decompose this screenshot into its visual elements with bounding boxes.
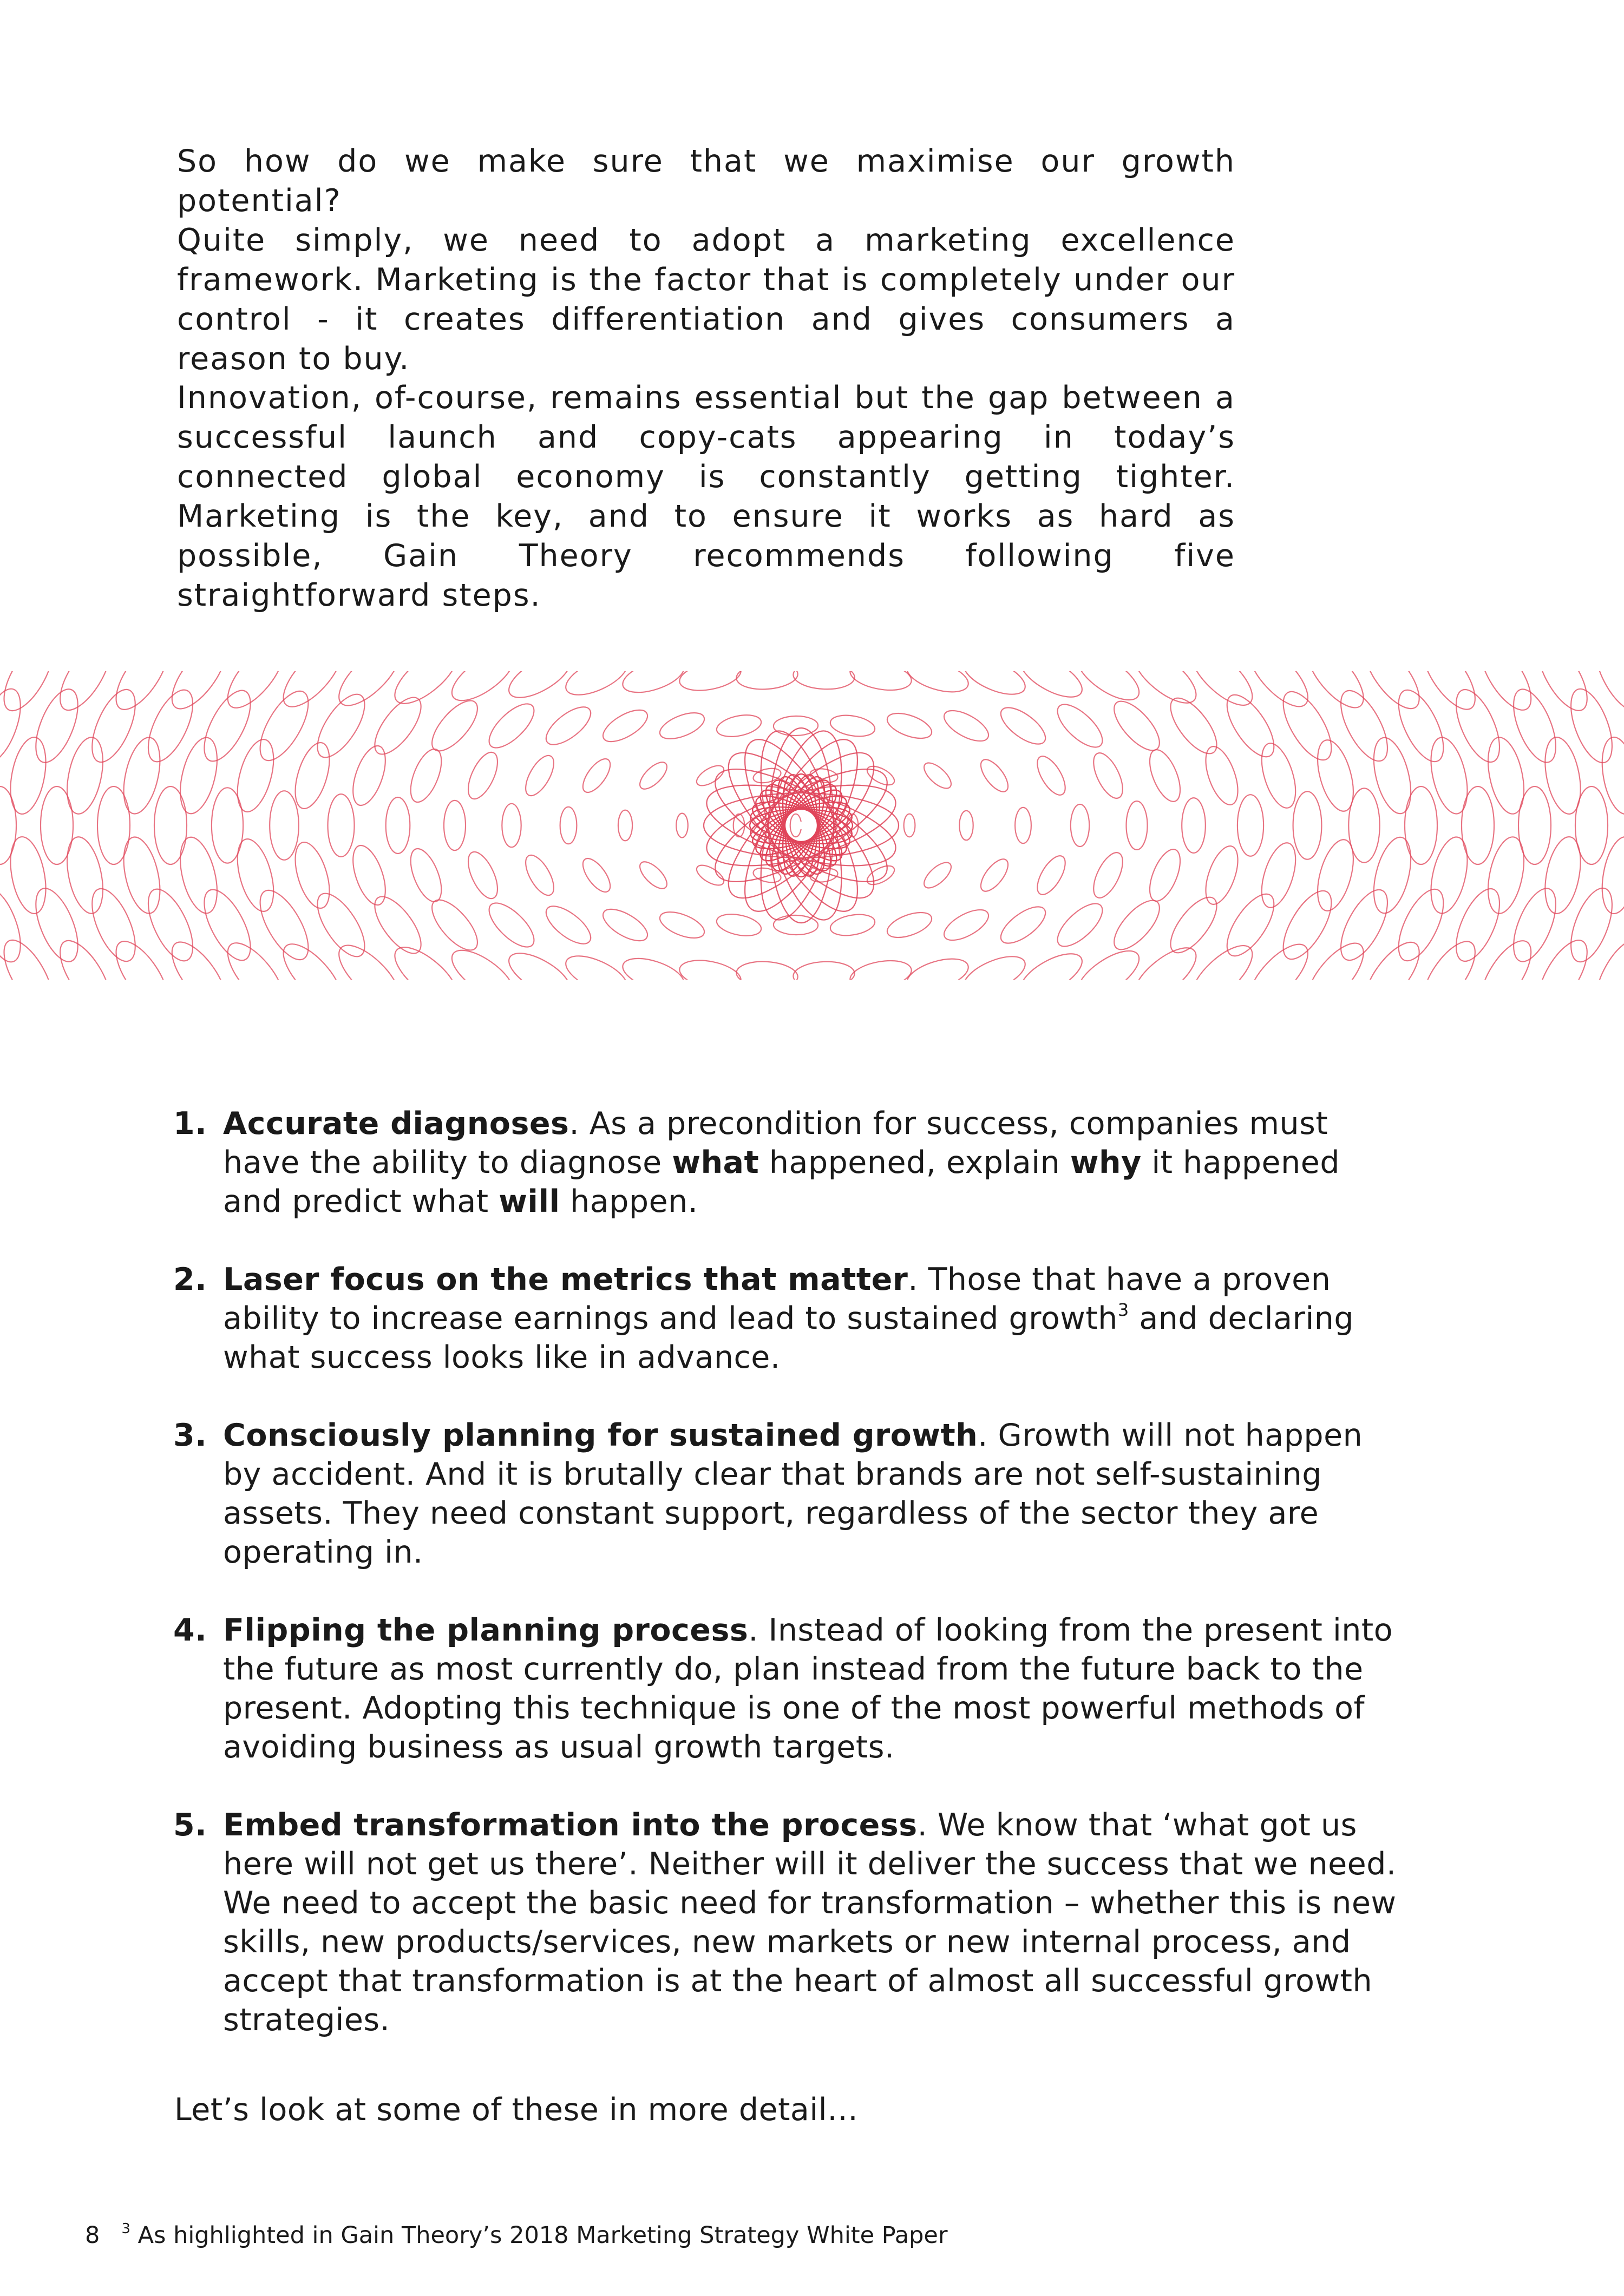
- pattern-ring: [1413, 934, 1484, 980]
- pattern-ring: [578, 755, 615, 797]
- pattern-ring: [0, 671, 62, 718]
- pattern-ring: [1125, 671, 1204, 712]
- step-item-5: [173, 1806, 1407, 2039]
- pattern-ring: [940, 904, 993, 947]
- pattern-ring: [50, 933, 119, 980]
- pattern-ring: [366, 889, 429, 960]
- step-number: 1.: [173, 1106, 207, 1142]
- pattern-ring: [1332, 684, 1397, 767]
- pattern-ring: [1587, 933, 1624, 980]
- pattern-ring: [903, 953, 972, 980]
- page-footer: [85, 2220, 948, 2251]
- pattern-ring: [366, 690, 429, 761]
- pattern-ring: [1255, 739, 1302, 812]
- pattern-ring: [50, 671, 119, 718]
- pattern-ring: [404, 745, 448, 806]
- pattern-ring: [97, 786, 130, 864]
- pattern-ring: [330, 936, 408, 980]
- pattern-ring: [959, 949, 1030, 980]
- pattern-ring: [940, 705, 993, 747]
- pattern-ring: [1199, 743, 1244, 809]
- pattern-ring: [1482, 734, 1530, 817]
- step-text: . We know that ‘what got us here will not get us there’. Neither will it deliver the success that we need. We need to accept the basic need for transformation – whether this is new skills, new products/services, new markets or new internal process, and accept that transformation is at the heart of almost all successful growth strategies.: [223, 1807, 1397, 2038]
- pattern-ring: [0, 933, 62, 980]
- pattern-ring: [619, 952, 688, 980]
- pattern-ring: [1367, 834, 1417, 917]
- pattern-ring: [715, 911, 763, 940]
- pattern-ring: [83, 883, 144, 967]
- intro-paragraph-framework: Quite simply, we need to adopt a marketing excellence framework. Marketing is the factor that is completely under our control - it creates differentiation and gives consumers a reason to buy.: [177, 222, 1235, 377]
- pattern-ring: [540, 700, 597, 751]
- pattern-ring: [1237, 795, 1263, 856]
- pattern-ring: [1348, 788, 1379, 862]
- pattern-ring: [884, 709, 935, 744]
- pattern-ring: [598, 704, 652, 747]
- pattern-ring: [1562, 883, 1620, 967]
- pattern-ring: [959, 671, 1030, 702]
- pattern-ring: [1540, 734, 1587, 817]
- intro-paragraph-innovation: Innovation, of-course, remains essential but the gap between a successful launch and copy-cats appearing in today’s connected global economy is constantly getting tighter. Marketing is the key, and to ensure it works as hard as possible, Gain Theory recommends following five straightforward steps.: [177, 380, 1235, 613]
- pattern-ring: [693, 762, 727, 790]
- pattern-ring: [636, 758, 671, 793]
- pattern-ring: [330, 671, 408, 715]
- pattern-ring: [309, 886, 374, 963]
- pattern-ring: [107, 934, 178, 980]
- pattern-ring: [715, 712, 763, 740]
- step-text: happen.: [560, 1184, 698, 1219]
- pattern-ring: [1218, 688, 1282, 764]
- pattern-ring: [1032, 752, 1071, 799]
- pattern-ring: [1425, 834, 1474, 917]
- pattern-ring: [1298, 935, 1373, 980]
- pattern-ring: [829, 712, 876, 739]
- pattern-ring: [309, 687, 374, 764]
- pattern-ring: [1505, 883, 1564, 967]
- pattern-ring: [387, 938, 466, 980]
- pattern-ring: [1293, 791, 1322, 859]
- pattern-ring: [618, 810, 632, 841]
- steps-list: [173, 1104, 1407, 2078]
- pattern-ring: [560, 671, 632, 703]
- footnote-reference: 3: [1117, 1300, 1129, 1320]
- pattern-ring: [1425, 734, 1474, 817]
- step-emphasis-will: will: [499, 1184, 560, 1219]
- pattern-ring: [1143, 845, 1186, 906]
- pattern-ring: [462, 848, 503, 903]
- pattern-ring: [920, 759, 955, 793]
- step-emphasis-what: what: [672, 1145, 759, 1180]
- pattern-ring: [657, 707, 708, 744]
- pattern-ring: [117, 834, 166, 917]
- pattern-ring: [444, 671, 521, 710]
- pattern-ring: [1051, 897, 1109, 954]
- pattern-ring: [1597, 834, 1624, 916]
- step-text: . As a precondition for success, companies must have the ability to diagnose: [223, 1106, 1328, 1180]
- pattern-ring: [1182, 798, 1206, 853]
- pattern-ring: [1413, 671, 1484, 717]
- pattern-ring: [61, 734, 109, 817]
- pattern-ring: [848, 671, 914, 694]
- pattern-ring: [251, 684, 318, 768]
- pattern-ring: [752, 766, 782, 785]
- pattern-ring: [1505, 684, 1564, 768]
- pattern-ring: [218, 934, 293, 980]
- pattern-ring: [1051, 698, 1109, 755]
- pattern-ring: [1471, 933, 1541, 980]
- pattern-ring: [995, 900, 1051, 950]
- pattern-ring: [328, 794, 355, 857]
- pattern-ring: [5, 834, 51, 917]
- footnote-marker: 3: [121, 2221, 130, 2237]
- rosette-center-dot: [797, 822, 805, 829]
- pattern-ring: [903, 671, 972, 698]
- pattern-ring: [462, 748, 503, 803]
- step-heading: Consciously planning for sustained growth: [223, 1418, 978, 1453]
- step-text: it happened and predict what: [223, 1145, 1340, 1219]
- pattern-ring: [1620, 883, 1624, 967]
- pattern-ring: [1182, 671, 1261, 714]
- pattern-ring: [636, 857, 671, 893]
- step-text: happened, explain: [759, 1145, 1070, 1180]
- pattern-ring: [1447, 883, 1508, 967]
- pattern-ring: [520, 751, 559, 800]
- pattern-ring: [270, 791, 299, 860]
- pattern-ring: [520, 851, 559, 900]
- pattern-ring: [424, 893, 485, 957]
- pattern-ring: [289, 739, 336, 812]
- pattern-ring: [424, 693, 485, 758]
- step-heading: Flipping the planning process: [223, 1612, 749, 1648]
- pattern-ring: [677, 956, 744, 980]
- pattern-ring: [560, 807, 577, 844]
- pattern-ring: [1471, 671, 1541, 718]
- step-number: 2.: [173, 1262, 207, 1297]
- pattern-ring: [1390, 684, 1453, 768]
- pattern-ring: [1199, 842, 1244, 909]
- pattern-ring: [251, 883, 318, 967]
- pattern-ring: [1088, 848, 1128, 902]
- footnote-text: As highlighted in Gain Theory’s 2018 Marketing Strategy White Paper: [137, 2222, 948, 2249]
- pattern-ring: [578, 854, 615, 896]
- pattern-ring: [1088, 749, 1128, 802]
- pattern-ring: [976, 855, 1013, 895]
- pattern-ring: [61, 834, 109, 916]
- pattern-ring: [1405, 786, 1437, 864]
- pattern-ring: [1106, 694, 1167, 758]
- pattern-ring: [1032, 851, 1071, 898]
- pattern-ring: [1127, 801, 1148, 850]
- pattern-ring: [346, 842, 392, 909]
- pattern-ring: [1332, 883, 1397, 967]
- pattern-ring: [27, 883, 86, 967]
- pattern-ring: [676, 814, 688, 838]
- pattern-ring: [139, 883, 202, 967]
- pattern-ring: [752, 865, 782, 884]
- pattern-ring: [619, 671, 688, 699]
- step-item-1: [173, 1104, 1407, 1221]
- pattern-ring: [1255, 839, 1302, 911]
- pattern-ring: [1529, 671, 1597, 718]
- step-text: and declaring what success looks like in advance.: [223, 1301, 1354, 1375]
- pattern-ring: [1298, 671, 1373, 716]
- pattern-ring: [848, 956, 914, 980]
- pattern-ring: [218, 671, 293, 717]
- pattern-ring: [482, 697, 541, 755]
- pattern-ring: [1070, 671, 1146, 709]
- pattern-ring: [83, 684, 144, 768]
- pattern-ring: [736, 671, 799, 691]
- step-text: . Instead of looking from the present into the future as most currently do, plan instead from the future back to the present. Adopting this technique is one of the most powerful methods of avoiding business as usual growth targets.: [223, 1612, 1393, 1765]
- step-item-2: [173, 1260, 1407, 1377]
- pattern-ring: [482, 896, 541, 954]
- pattern-ring: [27, 684, 86, 768]
- pattern-ring: [174, 734, 224, 817]
- pattern-ring: [289, 838, 336, 912]
- pattern-ring: [117, 734, 166, 817]
- pattern-ring: [444, 941, 521, 980]
- pattern-ring: [1482, 834, 1530, 916]
- pattern-ring: [1015, 808, 1031, 843]
- pattern-ring: [1587, 671, 1624, 718]
- pattern-ring: [920, 858, 955, 893]
- pattern-ring: [1367, 734, 1417, 817]
- pattern-ring: [959, 811, 973, 840]
- step-heading: Accurate diagnoses: [223, 1106, 569, 1142]
- step-item-3: [173, 1416, 1407, 1572]
- pattern-ring: [154, 786, 187, 864]
- pattern-ring: [904, 814, 915, 837]
- pattern-ring: [0, 786, 16, 864]
- spirograph-pattern-illustration: [0, 671, 1624, 980]
- pattern-ring: [107, 671, 178, 717]
- pattern-ring: [976, 755, 1013, 796]
- pattern-ring: [1390, 883, 1453, 967]
- pattern-ring: [346, 742, 392, 810]
- pattern-ring: [5, 734, 51, 817]
- step-text: . Those that have a proven ability to increase earnings and lead to sustained growth: [223, 1262, 1331, 1336]
- step-number: 4.: [173, 1612, 207, 1648]
- pattern-ring: [598, 903, 652, 947]
- pattern-ring: [995, 701, 1051, 751]
- pattern-ring: [1182, 936, 1261, 980]
- pattern-ring: [174, 834, 224, 917]
- pattern-ring: [1620, 684, 1624, 768]
- step-text: . Growth will not happen by accident. And it is brutally clear that brands are not self-sustaining assets. They need constant support, regardless of the sector they are operating in.: [223, 1418, 1363, 1570]
- pattern-ring: [1529, 933, 1597, 980]
- step-item-4: [173, 1611, 1407, 1767]
- pattern-ring: [1106, 894, 1167, 957]
- pattern-ring: [793, 671, 855, 691]
- intro-paragraph-question: So how do we make sure that we maximise our growth potential?: [177, 143, 1235, 219]
- pattern-ring: [404, 844, 448, 906]
- pattern-ring: [1540, 834, 1587, 917]
- closing-sentence: Let’s look at some of these in more detail…: [174, 2092, 859, 2128]
- pattern-ring: [693, 861, 727, 889]
- step-heading: Laser focus on the metrics that matter: [223, 1262, 908, 1297]
- pattern-ring: [884, 908, 935, 943]
- pattern-ring: [1447, 684, 1508, 768]
- step-heading: Embed transformation into the process: [223, 1807, 918, 1843]
- pattern-ring: [1071, 804, 1089, 847]
- pattern-ring: [1070, 942, 1146, 980]
- pattern-ring: [736, 960, 799, 980]
- pattern-ring: [139, 684, 202, 768]
- pattern-ring: [829, 911, 876, 939]
- step-emphasis-why: why: [1070, 1145, 1142, 1180]
- pattern-ring: [1218, 887, 1282, 963]
- pattern-ring: [444, 801, 466, 850]
- pattern-ring: [560, 948, 632, 980]
- pattern-ring: [1125, 939, 1204, 980]
- pattern-ring: [793, 960, 855, 980]
- pattern-ring: [386, 797, 410, 854]
- pattern-ring: [1597, 734, 1624, 817]
- pattern-ring: [540, 900, 597, 950]
- pattern-ring: [677, 671, 744, 695]
- step-number: 3.: [173, 1418, 207, 1453]
- pattern-ring: [657, 907, 708, 943]
- pattern-ring: [1562, 684, 1620, 768]
- page-number: 8: [85, 2222, 100, 2249]
- pattern-ring: [502, 804, 521, 847]
- step-number: 5.: [173, 1807, 207, 1843]
- pattern-ring: [1143, 746, 1186, 806]
- pattern-ring: [387, 671, 466, 713]
